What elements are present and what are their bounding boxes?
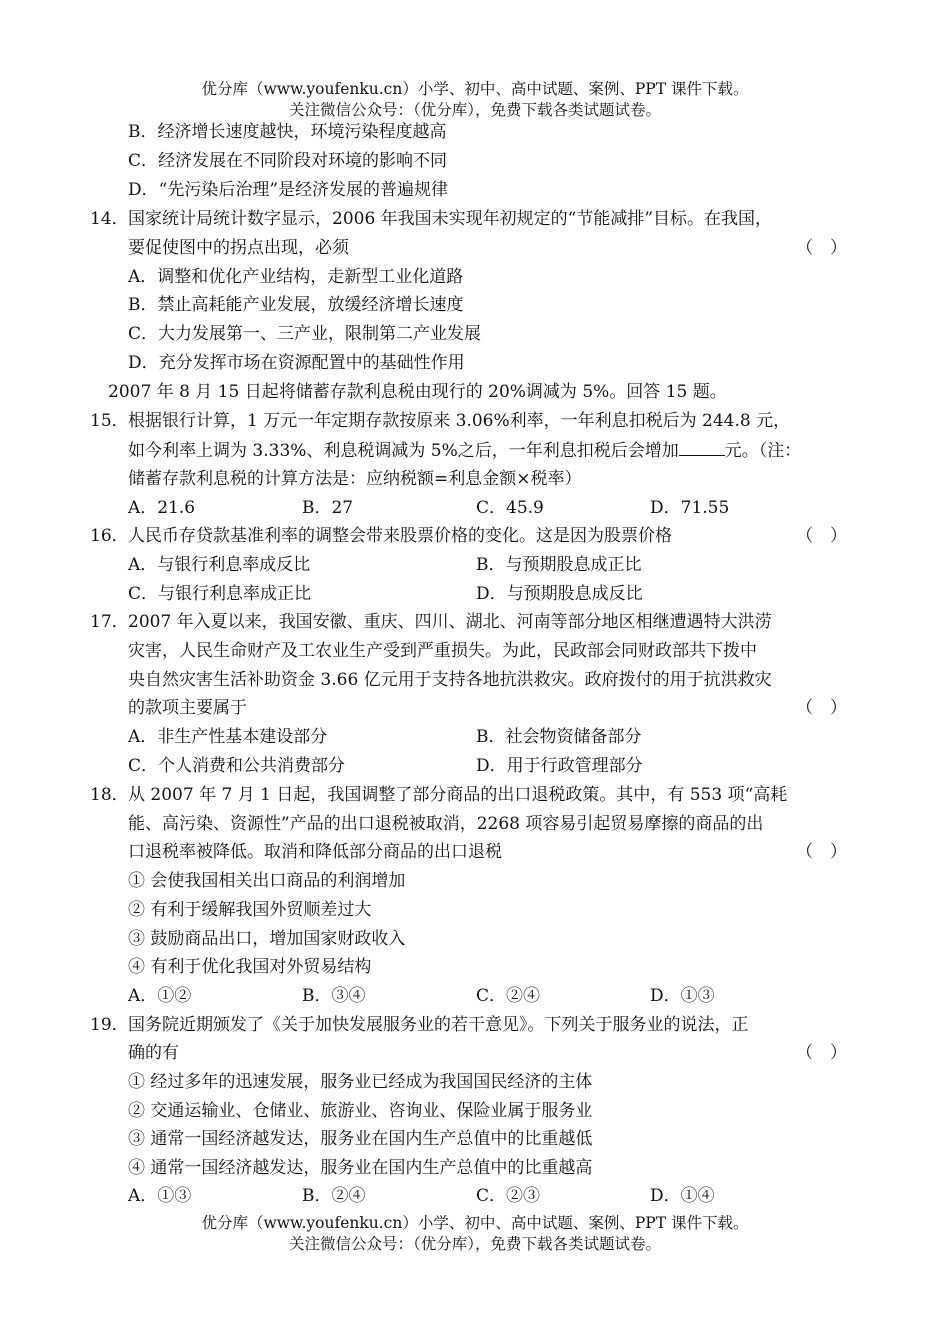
q16-option-d: D．与预期股息成反比 (476, 584, 643, 604)
q19-option-a: A．①③ (128, 1186, 192, 1206)
q18-option-d: D．①③ (650, 986, 715, 1006)
q19-answer-paren: （ ） (796, 1043, 847, 1063)
q13-option-d: D．“先污染后治理”是经济发展的普遍规律 (128, 180, 449, 200)
q15-stem-line1: 根据银行计算，1 万元一年定期存款按原来 3.06%利率，一年利息扣税后为 244.8 元， (128, 411, 791, 431)
q17-option-b: B．社会物资储备部分 (476, 727, 642, 747)
page-footer-line1: 优分库（www.youfenku.cn）小学、初中、高中试题、案例、PPT 课件下载。 (201, 1214, 749, 1232)
q17-stem-line1: 2007 年入夏以来，我国安徽、重庆、四川、湖北、河南等部分地区相继遭遇特大洪涝 (128, 612, 772, 632)
q18-statement-2: ② 有利于缓解我国外贸顺差过大 (128, 900, 372, 920)
q19-statement-2: ② 交通运输业、仓储业、旅游业、咨询业、保险业属于服务业 (128, 1101, 593, 1121)
q18-statement-4: ④ 有利于优化我国对外贸易结构 (128, 957, 372, 977)
q14-number: 14． (90, 209, 129, 229)
q14-stem-line1: 国家统计局统计数字显示，2006 年我国未实现年初规定的“节能减排”目标。在我国， (128, 209, 773, 229)
q13-option-b: B．经济增长速度越快，环境污染程度越高 (128, 122, 447, 142)
q17-option-a: A．非生产性基本建设部分 (128, 727, 328, 747)
q18-statement-1: ① 会使我国相关出口商品的利润增加 (128, 871, 406, 891)
q15-option-c: C．45.9 (476, 498, 544, 518)
q15-option-b: B．27 (302, 498, 354, 518)
q16-option-a: A．与银行利息率成反比 (128, 555, 311, 575)
q15-option-d: D．71.55 (650, 498, 730, 518)
q17-stem-line3: 央自然灾害生活补助资金 3.66 亿元用于支持各地抗洪救灾。政府拨付的用于抗洪救灾 (128, 670, 772, 690)
q18-number: 18． (90, 785, 129, 805)
q19-stem-line2: 确的有 (128, 1043, 179, 1063)
q16-option-b: B．与预期股息成正比 (476, 555, 642, 575)
q18-answer-paren: （ ） (796, 842, 847, 862)
q17-stem-line4: 的款项主要属于 (128, 698, 247, 718)
q17-option-d: D．用于行政管理部分 (476, 756, 643, 776)
q15-stem-line2 (128, 439, 801, 462)
q15-stem-line2-part2: 元。（注： (724, 441, 802, 461)
q16-option-c: C．与银行利息率成正比 (128, 584, 312, 604)
q18-option-a: A．①② (128, 986, 192, 1006)
q17-number: 17． (90, 612, 129, 632)
q17-answer-paren: （ ） (796, 698, 847, 718)
q14-option-b: B．禁止高耗能产业发展，放缓经济增长速度 (128, 295, 464, 315)
q15-fill-blank (679, 439, 725, 456)
q19-number: 19． (90, 1015, 129, 1035)
q18-stem-line1: 从 2007 年 7 月 1 日起，我国调整了部分商品的出口退税政策。其中，有 553 项“高耗 (128, 785, 788, 805)
q15-number: 15． (90, 411, 129, 431)
q16-stem-line1: 人民币存贷款基准利率的调整会带来股票价格的变化。这是因为股票价格 (128, 526, 672, 546)
q19-statement-4: ④ 通常一国经济越发达，服务业在国内生产总值中的比重越高 (128, 1158, 593, 1178)
q18-stem-line3: 口退税率被降低。取消和降低部分商品的出口退税 (128, 842, 502, 862)
q14-stem-line2: 要促使图中的拐点出现，必须 (128, 238, 349, 258)
q18-stem-line2: 能、高污染、资源性”产品的出口退税被取消，2268 项容易引起贸易摩擦的商品的出 (128, 814, 764, 834)
q15-stem-line3: 储蓄存款利息税的计算方法是：应纳税额=利息金额×税率） (128, 469, 582, 489)
q19-statement-3: ③ 通常一国经济越发达，服务业在国内生产总值中的比重越低 (128, 1129, 593, 1149)
q19-option-c: C．②③ (476, 1186, 541, 1206)
q19-statement-1: ① 经过多年的迅速发展，服务业已经成为我国国民经济的主体 (128, 1072, 593, 1092)
page-header-line2: 关注微信公众号：（优分库），免费下载各类试题试卷。 (288, 101, 661, 119)
q13-option-c: C．经济发展在不同阶段对环境的影响不同 (128, 151, 448, 171)
q15-intro: 2007 年 8 月 15 日起将储蓄存款利息税由现行的 20%调减为 5%。回答 15 题。 (108, 382, 727, 402)
q18-option-c: C．②④ (476, 986, 541, 1006)
q14-option-d: D．充分发挥市场在资源配置中的基础性作用 (128, 353, 465, 373)
q19-stem-line1: 国务院近期颁发了《关于加快发展服务业的若干意见》。下列关于服务业的说法，正 (128, 1015, 749, 1035)
q15-option-a: A．21.6 (128, 498, 196, 518)
q16-number: 16． (90, 526, 129, 546)
q16-answer-paren: （ ） (796, 526, 847, 546)
q14-answer-paren: （ ） (796, 238, 847, 258)
q18-statement-3: ③ 鼓励商品出口，增加国家财政收入 (128, 929, 406, 949)
q18-option-b: B．③④ (302, 986, 366, 1006)
q17-stem-line2: 灾害，人民生命财产及工农业生产受到严重损失。为此，民政部会同财政部共下拨中 (128, 641, 757, 661)
q14-option-a: A．调整和优化产业结构，走新型工业化道路 (128, 267, 464, 287)
q19-option-d: D．①④ (650, 1186, 715, 1206)
q14-option-c: C．大力发展第一、三产业，限制第二产业发展 (128, 324, 482, 344)
page-footer-line2: 关注微信公众号：（优分库），免费下载各类试题试卷。 (288, 1235, 661, 1253)
q17-option-c: C．个人消费和公共消费部分 (128, 756, 346, 776)
q19-option-b: B．②④ (302, 1186, 366, 1206)
page-header-line1: 优分库（www.youfenku.cn）小学、初中、高中试题、案例、PPT 课件下载。 (201, 80, 749, 98)
q15-stem-line2-part1: 如今利率上调为 3.33%、利息税调减为 5%之后，一年利息扣税后会增加 (128, 441, 679, 461)
